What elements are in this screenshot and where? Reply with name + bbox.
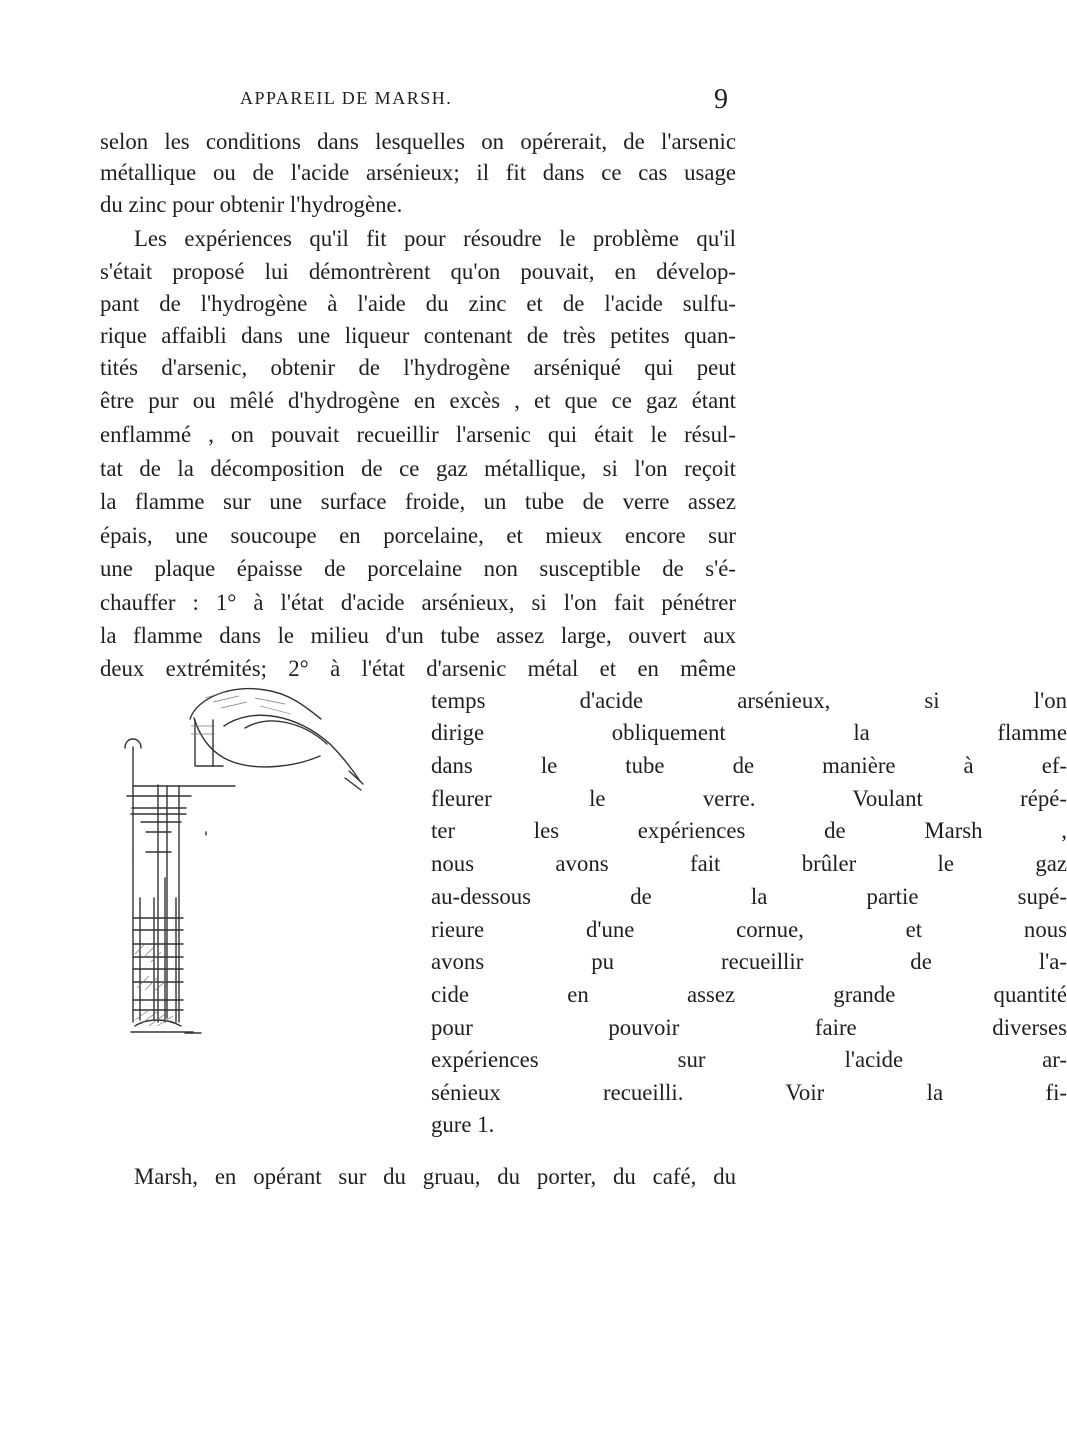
text-line: sénieux recueilli. Voir la fi- — [431, 1080, 1067, 1105]
text-line: dans le tube de manière à ef- — [431, 753, 1067, 778]
running-title: APPAREIL DE MARSH. — [240, 88, 453, 108]
text-line: deux extrémités; 2° à l'état d'arsenic métal et en même — [100, 656, 736, 681]
marsh-apparatus-illustration — [115, 668, 420, 1056]
text-line: chauffer : 1° à l'état d'acide arsénieux, si l'on fait pénétrer — [100, 590, 736, 615]
text-line: avons pu recueillir de l'a- — [431, 949, 1067, 974]
text-line: gure 1. — [431, 1112, 495, 1137]
text-line: fleurer le verre. Voulant répé- — [431, 786, 1067, 811]
text-line: métallique ou de l'acide arsénieux; il fit dans ce cas usage — [100, 160, 736, 185]
text-line: s'était proposé lui démontrèrent qu'on pouvait, en dévelop- — [100, 259, 736, 284]
text-line: selon les conditions dans lesquelles on opérerait, de l'arsenic — [100, 129, 736, 154]
text-line: pour pouvoir faire diverses — [431, 1015, 1067, 1040]
text-line: rique affaibli dans une liqueur contenant de très petites quan- — [100, 323, 736, 348]
text-line: tat de la décomposition de ce gaz métallique, si l'on reçoit — [100, 456, 736, 481]
text-line: ter les expériences de Marsh , — [431, 818, 1067, 843]
text-line: du zinc pour obtenir l'hydrogène. — [100, 192, 403, 217]
text-line: enflammé , on pouvait recueillir l'arsenic qui était le résul- — [100, 422, 736, 447]
text-line: Les expériences qu'il fit pour résoudre le problème qu'il — [134, 226, 736, 251]
text-line: au-dessous de la partie supé- — [431, 884, 1067, 909]
text-line: Marsh, en opérant sur du gruau, du porter, du café, du — [134, 1164, 736, 1189]
text-line: nous avons fait brûler le gaz — [431, 851, 1067, 876]
text-line: cide en assez grande quantité — [431, 982, 1067, 1007]
page-number: 9 — [714, 84, 728, 115]
text-line: épais, une soucoupe en porcelaine, et mieux encore sur — [100, 523, 736, 548]
text-line: la flamme sur une surface froide, un tube de verre assez — [100, 489, 736, 514]
text-line: rieure d'une cornue, et nous — [431, 917, 1067, 942]
text-line: expériences sur l'acide ar- — [431, 1047, 1067, 1072]
apparatus-engraving — [115, 668, 420, 1056]
text-line: une plaque épaisse de porcelaine non susceptible de s'é- — [100, 556, 736, 581]
text-line: dirige obliquement la flamme — [431, 720, 1067, 745]
text-line: la flamme dans le milieu d'un tube assez large, ouvert aux — [100, 623, 736, 648]
text-line: temps d'acide arsénieux, si l'on — [431, 688, 1067, 713]
text-line: être pur ou mêlé d'hydrogène en excès , et que ce gaz étant — [100, 388, 736, 413]
text-line: tités d'arsenic, obtenir de l'hydrogène arséniqué qui peut — [100, 355, 736, 380]
text-line: pant de l'hydrogène à l'aide du zinc et de l'acide sulfu- — [100, 291, 736, 316]
